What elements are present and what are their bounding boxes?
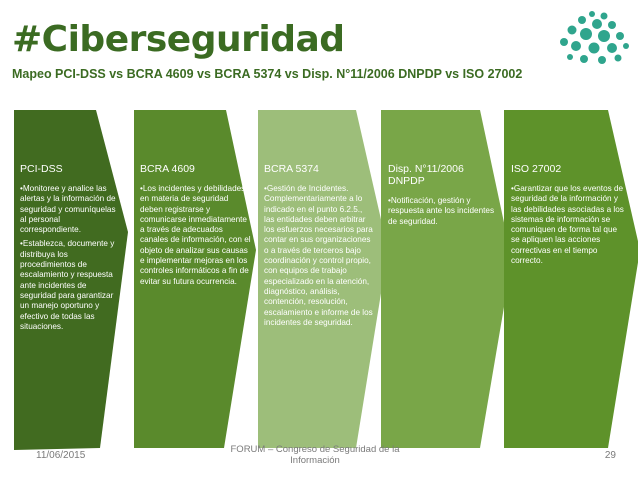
- column-iso-27002: [511, 163, 626, 270]
- column-item: •Monitoree y analice las alertas y la información de seguridad y comuníquelas al personal correspondiente.: [20, 184, 116, 235]
- page-title: #Ciberseguridad: [12, 19, 345, 60]
- arrow-iso-27002: [504, 110, 638, 448]
- column-bcra-4609: [140, 163, 252, 291]
- column-disp-11-2006: [388, 163, 496, 231]
- column-item: •Establezca, documente y distribuya los procedimientos de escalamiento y respuesta ante incidentes de seguridad para garantizar un manejo oportuno y efectivo de todas las situaciones.: [20, 239, 115, 331]
- column-item: •Garantizar que los eventos de seguridad de la información y las debilidades asociadas a los sistemas de información se comuniquen de forma tal que se apliquen las acciones correctivas en el tiempo correcto.: [511, 184, 624, 266]
- column-heading: BCRA 5374: [264, 163, 319, 175]
- page-subtitle: Mapeo PCI-DSS vs BCRA 4609 vs BCRA 5374 vs Disp. N°11/2006 DNPDP vs ISO 27002: [12, 67, 523, 81]
- column-item: •Los incidentes y debilidades en materia de seguridad deben registrarse y comunicarse inmediatamente a través de adecuados canales de información, con el objeto de analizar sus causas e implementar mejoras en los controles informáticos a fin de evitar su futura ocurrencia.: [140, 184, 251, 286]
- arrow-disp-11-2006: [381, 110, 512, 448]
- column-heading: Disp. N°11/2006 DNPDP: [388, 163, 464, 187]
- column-heading: ISO 27002: [511, 163, 562, 175]
- column-item: •Notificación, gestión y respuesta ante los incidentes de seguridad.: [388, 196, 495, 226]
- column-pci-dss: [20, 163, 118, 336]
- footer-event: FORUM – Congreso de Seguridad de la Información: [230, 444, 400, 466]
- column-bcra-5374: [264, 163, 374, 332]
- page-number: 29: [604, 450, 616, 461]
- footer-date: 11/06/2015: [36, 450, 86, 461]
- column-heading: BCRA 4609: [140, 163, 195, 175]
- column-heading: PCI-DSS: [20, 163, 63, 175]
- column-item: •Gestión de Incidentes. Complementariamente a lo indicado en el punto 6.2.5., las entidades deben arbitrar los esfuerzos necesarios para contar en sus organizaciones o a través de terceros bajo coordinación y control propio, con equipos de trabajo especializado en la atención, diagnóstico, análisis, contención, resolución, escalamiento e informe de los incidentes de seguridad.: [264, 184, 373, 327]
